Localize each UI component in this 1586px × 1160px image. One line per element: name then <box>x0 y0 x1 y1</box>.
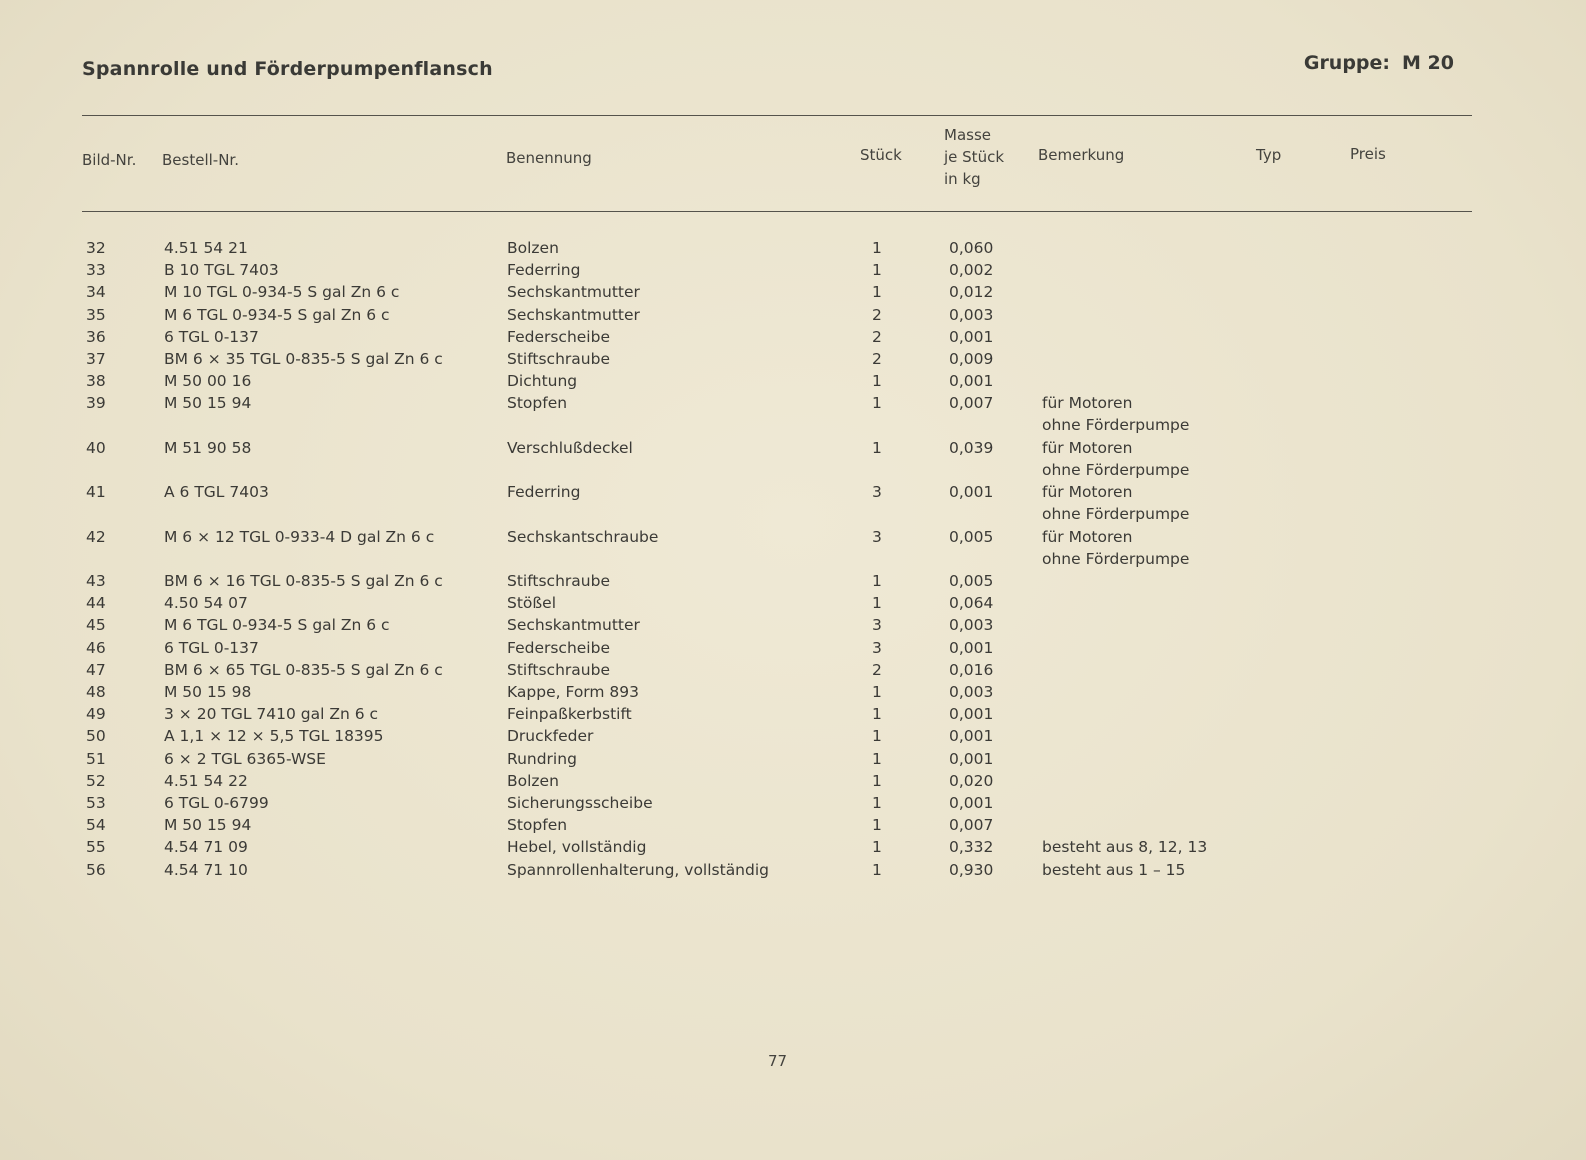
cell-masse: 0,001 <box>949 638 994 657</box>
cell-benennung: Rundring <box>507 749 577 768</box>
cell-masse: 0,009 <box>949 350 994 368</box>
cell-stueck: 1 <box>872 394 882 413</box>
cell-benennung: Stopfen <box>507 816 568 835</box>
cell-benennung: Stiftschraube <box>507 660 610 679</box>
cell-stueck: 1 <box>872 594 882 613</box>
col-header-bild: Bild-Nr. <box>82 151 137 169</box>
table-row <box>0 392 1586 435</box>
cell-stueck: 1 <box>872 838 882 857</box>
table-row <box>0 637 1586 659</box>
cell-masse: 0,002 <box>949 261 994 280</box>
cell-masse: 0,001 <box>949 483 994 502</box>
table-row <box>0 859 1586 881</box>
cell-stueck: 3 <box>872 638 882 657</box>
table-row <box>0 570 1586 592</box>
cell-stueck: 1 <box>872 239 882 257</box>
col-header-benennung: Benennung <box>506 149 592 167</box>
table-row <box>0 814 1586 836</box>
cell-bestell-nr: BM 6 × 35 TGL 0-835-5 S gal Zn 6 c <box>164 350 443 368</box>
cell-stueck: 1 <box>872 572 882 590</box>
cell-bestell-nr: M 51 90 58 <box>164 438 252 457</box>
cell-bild: 41 <box>86 483 106 502</box>
cell-stueck: 1 <box>872 749 882 768</box>
table-row <box>0 281 1586 303</box>
top-rule <box>82 115 1472 116</box>
cell-bestell-nr: M 6 TGL 0-934-5 S gal Zn 6 c <box>164 616 390 635</box>
cell-masse: 0,005 <box>949 527 994 546</box>
col-header-masse-2: je Stück <box>944 148 1005 166</box>
cell-stueck: 1 <box>872 816 882 835</box>
group-indicator <box>1304 52 1454 74</box>
cell-benennung: Stößel <box>507 594 557 613</box>
col-header-masse-3: in kg <box>944 170 981 188</box>
cell-bild: 56 <box>86 860 106 879</box>
cell-benennung: Sechskantschraube <box>507 527 659 546</box>
cell-bild: 32 <box>86 239 106 257</box>
cell-stueck: 1 <box>872 794 882 812</box>
cell-bestell-nr: M 50 00 16 <box>164 372 252 391</box>
cell-bestell-nr: BM 6 × 16 TGL 0-835-5 S gal Zn 6 c <box>164 572 443 590</box>
cell-masse: 0,003 <box>949 683 994 701</box>
cell-stueck: 1 <box>872 261 882 280</box>
cell-benennung: Kappe, Form 893 <box>507 683 640 701</box>
cell-masse: 0,016 <box>949 660 994 679</box>
cell-stueck: 1 <box>872 705 882 724</box>
table-row <box>0 304 1586 326</box>
cell-bild: 44 <box>86 594 106 613</box>
cell-benennung: Bolzen <box>507 771 559 790</box>
cell-stueck: 3 <box>872 527 882 546</box>
cell-masse: 0,039 <box>949 438 994 457</box>
cell-bestell-nr: M 10 TGL 0-934-5 S gal Zn 6 c <box>164 283 400 302</box>
cell-bild: 35 <box>86 305 106 324</box>
cell-bemerkung: für Motoren <box>1042 394 1133 413</box>
cell-bild: 33 <box>86 261 106 280</box>
cell-masse: 0,001 <box>949 794 994 812</box>
table-row <box>0 770 1586 792</box>
cell-masse: 0,332 <box>949 838 994 857</box>
page-number: 77 <box>768 1052 788 1070</box>
cell-benennung: Verschlußdeckel <box>507 438 633 457</box>
table-row <box>0 259 1586 281</box>
cell-masse: 0,064 <box>949 594 994 613</box>
cell-masse: 0,930 <box>949 860 994 879</box>
cell-bestell-nr: BM 6 × 65 TGL 0-835-5 S gal Zn 6 c <box>164 660 443 679</box>
cell-stueck: 2 <box>872 350 882 368</box>
cell-benennung: Federscheibe <box>507 327 610 346</box>
cell-benennung: Sechskantmutter <box>507 283 640 302</box>
cell-stueck: 1 <box>872 771 882 790</box>
cell-bild: 50 <box>86 727 106 746</box>
cell-benennung: Federring <box>507 261 581 280</box>
cell-benennung: Stiftschraube <box>507 350 610 368</box>
table-row <box>0 437 1586 479</box>
cell-bestell-nr: M 6 TGL 0-934-5 S gal Zn 6 c <box>164 305 390 324</box>
cell-masse: 0,001 <box>949 705 994 724</box>
cell-bild: 47 <box>86 660 106 679</box>
cell-bestell-nr: 6 TGL 0-137 <box>164 327 259 346</box>
cell-bestell-nr: 4.54 71 09 <box>164 838 248 857</box>
cell-benennung: Dichtung <box>507 372 578 391</box>
cell-stueck: 2 <box>872 305 882 324</box>
cell-masse: 0,001 <box>949 327 994 346</box>
table-row <box>0 703 1586 725</box>
cell-bild: 53 <box>86 794 106 812</box>
cell-bestell-nr: 3 × 20 TGL 7410 gal Zn 6 c <box>164 705 379 724</box>
table-row <box>0 748 1586 770</box>
cell-bemerkung: für Motoren <box>1042 527 1133 546</box>
table-row <box>0 237 1586 259</box>
table-row <box>0 370 1586 392</box>
cell-bild: 46 <box>86 638 106 657</box>
cell-bild: 55 <box>86 838 106 857</box>
cell-benennung: Sechskantmutter <box>507 616 640 635</box>
page-title: Spannrolle und Förderpumpenflansch <box>82 58 493 80</box>
cell-bild: 52 <box>86 771 106 790</box>
cell-bild: 36 <box>86 327 106 346</box>
cell-masse: 0,007 <box>949 816 994 835</box>
cell-masse: 0,020 <box>949 771 994 790</box>
group-label: Gruppe: <box>1303 52 1391 74</box>
cell-stueck: 1 <box>872 683 882 701</box>
cell-benennung: Sicherungsscheibe <box>507 794 653 812</box>
cell-bemerkung-line2: ohne Förderpumpe <box>1042 505 1190 524</box>
cell-masse: 0,007 <box>949 394 994 413</box>
cell-bestell-nr: 4.51 54 21 <box>164 239 248 257</box>
table-row <box>0 614 1586 636</box>
cell-benennung: Spannrollenhalterung, vollständig <box>507 860 769 879</box>
table-row <box>0 792 1586 814</box>
cell-stueck: 1 <box>872 283 882 302</box>
cell-bild: 34 <box>86 283 106 302</box>
cell-masse: 0,012 <box>949 283 994 302</box>
cell-bemerkung: für Motoren <box>1042 483 1133 502</box>
cell-bemerkung-line2: ohne Förderpumpe <box>1042 460 1190 479</box>
cell-bemerkung: für Motoren <box>1042 438 1133 457</box>
cell-bestell-nr: M 50 15 98 <box>164 683 252 701</box>
table-row <box>0 348 1586 370</box>
col-header-stueck: Stück <box>860 146 902 164</box>
cell-bild: 37 <box>86 350 106 368</box>
table-row <box>0 326 1586 348</box>
table-row <box>0 681 1586 703</box>
cell-bild: 54 <box>86 816 106 835</box>
cell-bestell-nr: A 6 TGL 7403 <box>164 483 269 502</box>
col-header-preis: Preis <box>1350 145 1386 163</box>
cell-benennung: Federring <box>507 483 581 502</box>
table-row <box>0 659 1586 681</box>
table-row <box>0 526 1586 568</box>
cell-bemerkung: besteht aus 8, 12, 13 <box>1042 838 1208 857</box>
group-value: M 20 <box>1402 52 1454 74</box>
cell-stueck: 2 <box>872 327 882 346</box>
table-row <box>0 836 1586 858</box>
cell-bestell-nr: 4.54 71 10 <box>164 860 248 879</box>
cell-bild: 39 <box>86 394 106 413</box>
cell-bemerkung-line2: ohne Förderpumpe <box>1042 416 1190 435</box>
cell-bild: 43 <box>86 572 106 590</box>
cell-masse: 0,003 <box>949 616 994 635</box>
table-row <box>0 592 1586 614</box>
cell-masse: 0,005 <box>949 572 994 590</box>
cell-stueck: 3 <box>872 483 882 502</box>
cell-bestell-nr: 4.51 54 22 <box>164 771 248 790</box>
cell-stueck: 1 <box>872 438 882 457</box>
cell-benennung: Sechskantmutter <box>507 305 640 324</box>
cell-masse: 0,003 <box>949 305 994 324</box>
cell-bild: 38 <box>86 372 106 391</box>
cell-benennung: Stopfen <box>507 394 568 413</box>
cell-stueck: 3 <box>872 616 882 635</box>
cell-benennung: Hebel, vollständig <box>507 838 647 857</box>
header-rule <box>82 211 1472 212</box>
cell-bestell-nr: 4.50 54 07 <box>164 594 248 613</box>
table-row <box>0 481 1586 524</box>
cell-bestell-nr: M 50 15 94 <box>164 816 252 835</box>
cell-bestell-nr: M 6 × 12 TGL 0-933-4 D gal Zn 6 c <box>164 527 435 546</box>
cell-bemerkung: besteht aus 1 – 15 <box>1042 860 1186 879</box>
cell-stueck: 1 <box>872 727 882 746</box>
col-header-bemerkung: Bemerkung <box>1038 146 1125 164</box>
col-header-masse-1: Masse <box>944 126 991 144</box>
cell-bild: 42 <box>86 527 106 546</box>
table-row <box>0 725 1586 747</box>
cell-bestell-nr: M 50 15 94 <box>164 394 252 413</box>
cell-bild: 48 <box>86 683 106 701</box>
cell-bestell-nr: 6 TGL 0-137 <box>164 638 259 657</box>
col-header-typ: Typ <box>1256 146 1282 164</box>
cell-stueck: 1 <box>872 860 882 879</box>
col-header-bestell: Bestell-Nr. <box>162 151 239 169</box>
cell-masse: 0,001 <box>949 749 994 768</box>
cell-bestell-nr: B 10 TGL 7403 <box>164 261 279 280</box>
cell-stueck: 2 <box>872 660 882 679</box>
cell-benennung: Bolzen <box>507 239 559 257</box>
cell-masse: 0,001 <box>949 727 994 746</box>
cell-bild: 45 <box>86 616 106 635</box>
cell-masse: 0,001 <box>949 372 994 391</box>
cell-bild: 40 <box>86 438 106 457</box>
cell-bild: 49 <box>86 705 106 724</box>
cell-masse: 0,060 <box>949 239 994 257</box>
cell-benennung: Stiftschraube <box>507 572 610 590</box>
cell-stueck: 1 <box>872 372 882 391</box>
cell-benennung: Feinpaßkerbstift <box>507 705 632 724</box>
cell-bestell-nr: A 1,1 × 12 × 5,5 TGL 18395 <box>164 727 384 746</box>
cell-bild: 51 <box>86 749 106 768</box>
cell-benennung: Federscheibe <box>507 638 610 657</box>
cell-bestell-nr: 6 TGL 0-6799 <box>164 794 269 812</box>
cell-benennung: Druckfeder <box>507 727 594 746</box>
cell-bemerkung-line2: ohne Förderpumpe <box>1042 549 1190 568</box>
cell-bestell-nr: 6 × 2 TGL 6365-WSE <box>164 749 326 768</box>
